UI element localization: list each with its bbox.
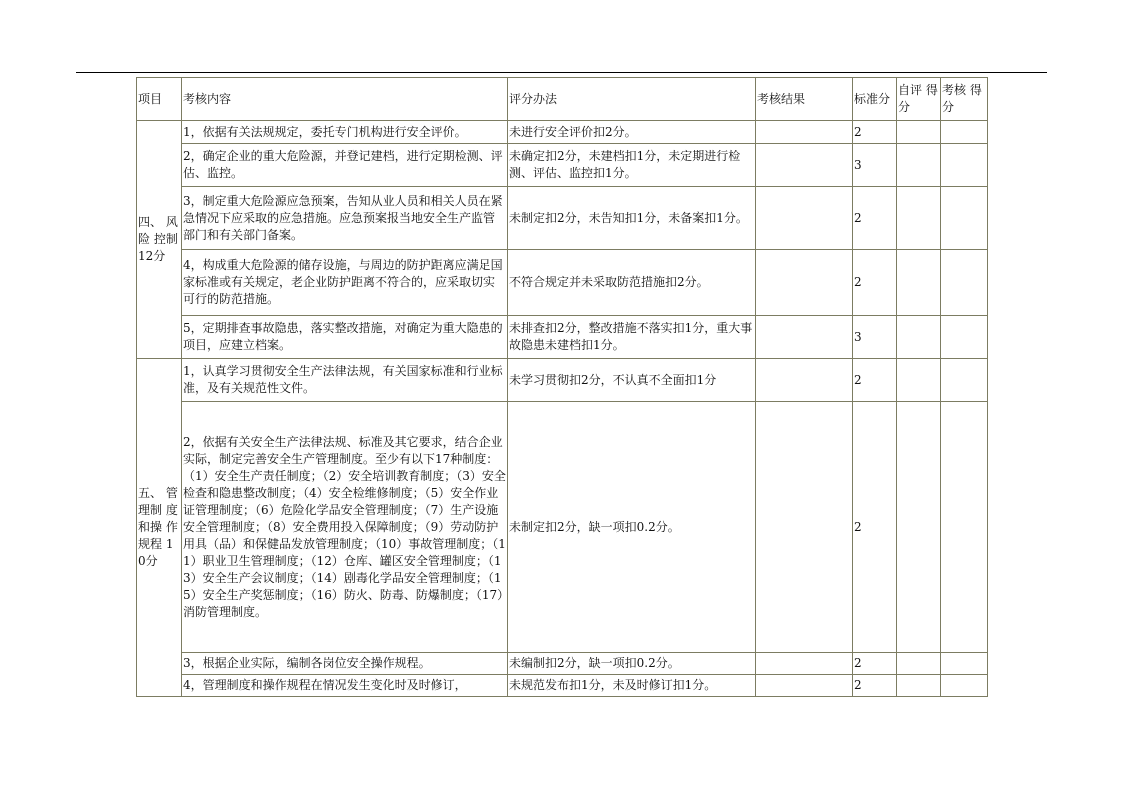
table-row <box>137 359 988 402</box>
result-cell[interactable] <box>756 653 853 675</box>
standard-cell: 2 <box>853 653 897 675</box>
result-cell[interactable] <box>756 675 853 697</box>
table-row <box>137 250 988 316</box>
standard-cell: 2 <box>853 250 897 316</box>
content-cell: 2，确定企业的重大危险源，并登记建档，进行定期检测、评估、监控。 <box>182 144 508 187</box>
content-cell: 4，构成重大危险源的储存设施，与周边的防护距离应满足国家标准或有关规定，老企业防护距离不符合的，应采取切实可行的防范措施。 <box>182 250 508 316</box>
result-cell[interactable] <box>756 121 853 144</box>
standard-cell: 2 <box>853 402 897 653</box>
content-cell: 4，管理制度和操作规程在情况发生变化时及时修订， <box>182 675 508 697</box>
content-cell: 5，定期排查事故隐患，落实整改措施，对确定为重大隐患的项目，应建立档案。 <box>182 316 508 359</box>
standard-cell: 3 <box>853 144 897 187</box>
content-cell: 3，制定重大危险源应急预案，告知从业人员和相关人员在紧急情况下应采取的应急措施。应急预案报当地安全生产监管部门和有关部门备案。 <box>182 187 508 250</box>
header-standard: 标准分 <box>853 78 897 121</box>
header-audit-score: 考核 得分 <box>941 78 988 121</box>
assessment-table <box>136 77 988 697</box>
method-cell: 不符合规定并未采取防范措施扣2分。 <box>508 250 756 316</box>
result-cell[interactable] <box>756 402 853 653</box>
result-cell[interactable] <box>756 187 853 250</box>
header-row <box>137 78 988 121</box>
table-row <box>137 187 988 250</box>
table-row <box>137 653 988 675</box>
table-row <box>137 121 988 144</box>
standard-cell: 2 <box>853 359 897 402</box>
audit-score-cell[interactable] <box>941 187 988 250</box>
standard-cell: 3 <box>853 316 897 359</box>
method-cell: 未制定扣2分，缺一项扣0.2分。 <box>508 402 756 653</box>
method-cell: 未编制扣2分，缺一项扣0.2分。 <box>508 653 756 675</box>
result-cell[interactable] <box>756 144 853 187</box>
audit-score-cell[interactable] <box>941 359 988 402</box>
table-row <box>137 402 988 653</box>
audit-score-cell[interactable] <box>941 653 988 675</box>
result-cell[interactable] <box>756 359 853 402</box>
audit-score-cell[interactable] <box>941 121 988 144</box>
self-score-cell[interactable] <box>897 187 941 250</box>
standard-cell: 2 <box>853 187 897 250</box>
self-score-cell[interactable] <box>897 250 941 316</box>
section-title: 五、 管理制 度和操 作规程 10分 <box>137 359 182 697</box>
method-cell: 未学习贯彻扣2分，不认真不全面扣1分 <box>508 359 756 402</box>
method-cell: 未进行安全评价扣2分。 <box>508 121 756 144</box>
self-score-cell[interactable] <box>897 316 941 359</box>
header-result: 考核结果 <box>756 78 853 121</box>
self-score-cell[interactable] <box>897 402 941 653</box>
method-cell: 未规范发布扣1分，未及时修订扣1分。 <box>508 675 756 697</box>
audit-score-cell[interactable] <box>941 250 988 316</box>
content-cell: 3，根据企业实际，编制各岗位安全操作规程。 <box>182 653 508 675</box>
method-cell: 未确定扣2分，未建档扣1分，未定期进行检测、评估、监控扣1分。 <box>508 144 756 187</box>
self-score-cell[interactable] <box>897 653 941 675</box>
page-top-rule <box>76 72 1047 73</box>
audit-score-cell[interactable] <box>941 316 988 359</box>
result-cell[interactable] <box>756 316 853 359</box>
content-cell: 1，认真学习贯彻安全生产法律法规，有关国家标准和行业标准，及有关规范性文件。 <box>182 359 508 402</box>
self-score-cell[interactable] <box>897 359 941 402</box>
result-cell[interactable] <box>756 250 853 316</box>
audit-score-cell[interactable] <box>941 675 988 697</box>
self-score-cell[interactable] <box>897 144 941 187</box>
method-cell: 未排查扣2分，整改措施不落实扣1分，重大事故隐患未建档扣1分。 <box>508 316 756 359</box>
method-cell: 未制定扣2分，未告知扣1分，未备案扣1分。 <box>508 187 756 250</box>
section-title: 四、 风险 控制 12分 <box>137 121 182 359</box>
header-content: 考核内容 <box>182 78 508 121</box>
content-cell: 2，依据有关安全生产法律法规、标准及其它要求，结合企业实际，制定完善安全生产管理制度。至少有以下17种制度：（1）安全生产责任制度；（2）安全培训教育制度；（3）安全检查和隐患整改制度；（4）安全检维修制度；（5）安全作业证管理制度；（6）危险化学品安全管理制度；（7）生产设施安全管理制度；（8）安全费用投入保障制度；（9）劳动防护用具（品）和保健品发放管理制度；（10）事故管理制度；（11）职业卫生管理制度；（12）仓库、罐区安全管理制度；（13）安全生产会议制度；（14）剧毒化学品安全管理制度；（15）安全生产奖惩制度；（16）防火、防毒、防爆制度；（17）消防管理制度。 <box>182 402 508 653</box>
audit-score-cell[interactable] <box>941 402 988 653</box>
header-item: 项目 <box>137 78 182 121</box>
header-self-score: 自评 得分 <box>897 78 941 121</box>
standard-cell: 2 <box>853 121 897 144</box>
self-score-cell[interactable] <box>897 121 941 144</box>
content-cell: 1，依据有关法规规定，委托专门机构进行安全评价。 <box>182 121 508 144</box>
audit-score-cell[interactable] <box>941 144 988 187</box>
table-row <box>137 675 988 697</box>
self-score-cell[interactable] <box>897 675 941 697</box>
standard-cell: 2 <box>853 675 897 697</box>
table-row <box>137 144 988 187</box>
table-row <box>137 316 988 359</box>
header-method: 评分办法 <box>508 78 756 121</box>
